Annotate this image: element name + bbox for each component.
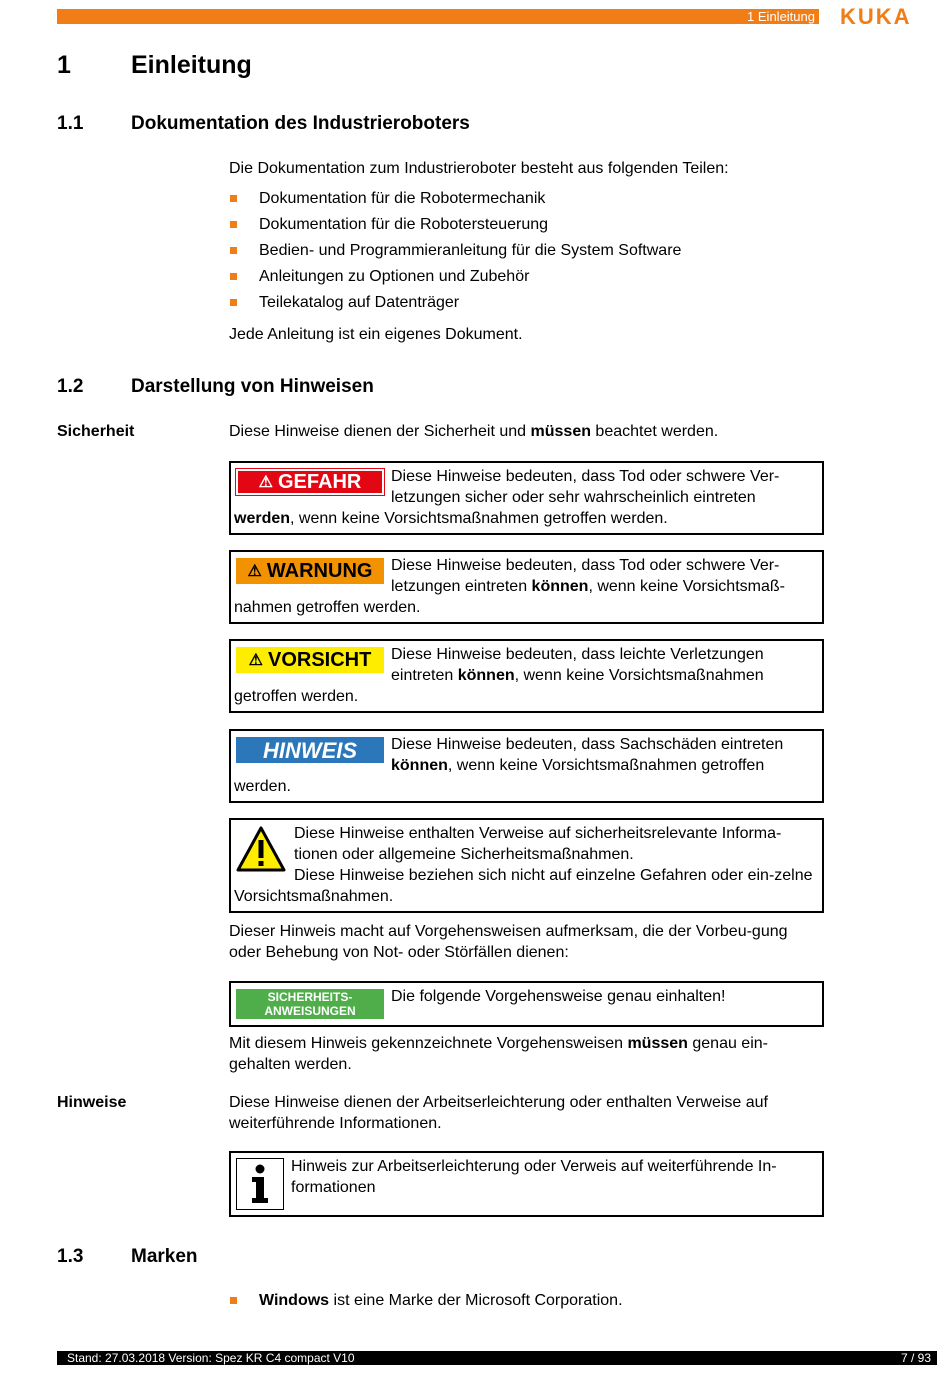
notice-general-safety: Diese Hinweise enthalten Verweise auf sicherheitsrelevante Informa-tionen oder allgemeine Sicherheitsmaßnahmen. Diese Hinweise beziehen sich nicht auf einzelne Gefahren oder ein-zelne Vorsichtsmaßnahmen.	[229, 818, 824, 913]
notice-info: Hinweis zur Arbeitserleichterung oder Verweis auf weiterführende In-formationen	[229, 1151, 824, 1217]
procedure-intro: Dieser Hinweis macht auf Vorgehensweisen aufmerksam, die der Vorbeu-gung oder Behebung von Not- oder Störfällen dienen:	[229, 923, 788, 961]
chapter-title: Einleitung	[131, 51, 252, 79]
doc-intro: Die Dokumentation zum Industrieroboter besteht aus folgenden Teilen:	[229, 160, 729, 177]
side-label-hints: Hinweise	[57, 1094, 127, 1111]
side-label-safety: Sicherheit	[57, 423, 135, 440]
procedure-outro: Mit diesem Hinweis gekennzeichnete Vorgehensweisen müssen genau ein-gehalten werden.	[229, 1035, 768, 1073]
header-bar	[57, 9, 819, 24]
bullet-icon	[230, 273, 237, 280]
notice-warnung: ⚠ WARNUNG Diese Hinweise bedeuten, dass Tod oder schwere Ver-letzungen eintreten können, wenn keine Vorsichtsmaß-nahmen getroffen werden.	[229, 550, 824, 624]
list-item: Windows ist eine Marke der Microsoft Corporation.	[229, 1288, 819, 1314]
footer-bar	[57, 1351, 937, 1365]
warnung-badge: ⚠ WARNUNG	[236, 558, 384, 584]
list-item: Anleitungen zu Optionen und Zubehör	[229, 264, 819, 290]
section-title-1-2: Darstellung von Hinweisen	[131, 376, 374, 397]
bullet-icon	[230, 195, 237, 202]
footer-version: Stand: 27.03.2018 Version: Spez KR C4 compact V10	[67, 1351, 355, 1365]
list-item: Dokumentation für die Robotermechanik	[229, 186, 819, 212]
list-item: Bedien- und Programmieranleitung für die System Software	[229, 238, 819, 264]
safety-intro: Diese Hinweise dienen der Sicherheit und müssen beachtet werden.	[229, 423, 719, 440]
trademark-list	[229, 1288, 819, 1314]
section-title-1-3: Marken	[131, 1246, 198, 1267]
list-item: Teilekatalog auf Datenträger	[229, 290, 819, 316]
section-number-1-3: 1.3	[57, 1246, 84, 1267]
notice-gefahr: ⚠ GEFAHR Diese Hinweise bedeuten, dass Tod oder schwere Ver-letzungen sicher oder sehr wahrscheinlich eintreten werden, wenn keine Vorsichtsmaßnahmen getroffen werden.	[229, 461, 824, 535]
gefahr-badge: ⚠ GEFAHR	[236, 469, 384, 495]
notice-hinweis: HINWEIS Diese Hinweise bedeuten, dass Sachschäden eintreten können, wenn keine Vorsichtsmaßnahmen getroffen werden.	[229, 729, 824, 803]
hints-intro: Diese Hinweise dienen der Arbeitserleichterung oder enthalten Verweise auf weiterführende Informationen.	[229, 1094, 768, 1132]
notice-vorsicht: ⚠ VORSICHT Diese Hinweise bedeuten, dass leichte Verletzungen eintreten können, wenn keine Vorsichtsmaßnahmen getroffen werden.	[229, 639, 824, 713]
section-number-1-2: 1.2	[57, 376, 84, 397]
notice-safety-instructions: SICHERHEITS- ANWEISUNGEN Die folgende Vorgehensweise genau einhalten!	[229, 981, 824, 1027]
warning-triangle-icon: ⚠	[248, 651, 263, 669]
info-icon	[236, 1158, 284, 1210]
sicherheitsanweisungen-badge: SICHERHEITS- ANWEISUNGEN	[236, 989, 384, 1019]
kuka-logo: KUKA	[840, 4, 912, 29]
page-number: 7 / 93	[900, 1351, 931, 1365]
chapter-number: 1	[57, 51, 71, 79]
section-title-1-1: Dokumentation des Industrieroboters	[131, 113, 470, 134]
section-number-1-1: 1.1	[57, 113, 84, 134]
warning-triangle-icon: ⚠	[258, 473, 273, 491]
doc-parts-list	[229, 186, 819, 316]
bullet-icon	[230, 299, 237, 306]
bullet-icon	[230, 1297, 237, 1304]
bullet-icon	[230, 221, 237, 228]
warning-triangle-icon: ⚠	[247, 562, 262, 580]
warning-triangle-icon	[236, 825, 286, 873]
doc-outro: Jede Anleitung ist ein eigenes Dokument.	[229, 326, 523, 343]
vorsicht-badge: ⚠ VORSICHT	[236, 647, 384, 673]
header-chapter: 1 Einleitung	[747, 9, 815, 24]
list-item: Dokumentation für die Robotersteuerung	[229, 212, 819, 238]
bullet-icon	[230, 247, 237, 254]
hinweis-badge: HINWEIS	[236, 737, 384, 763]
